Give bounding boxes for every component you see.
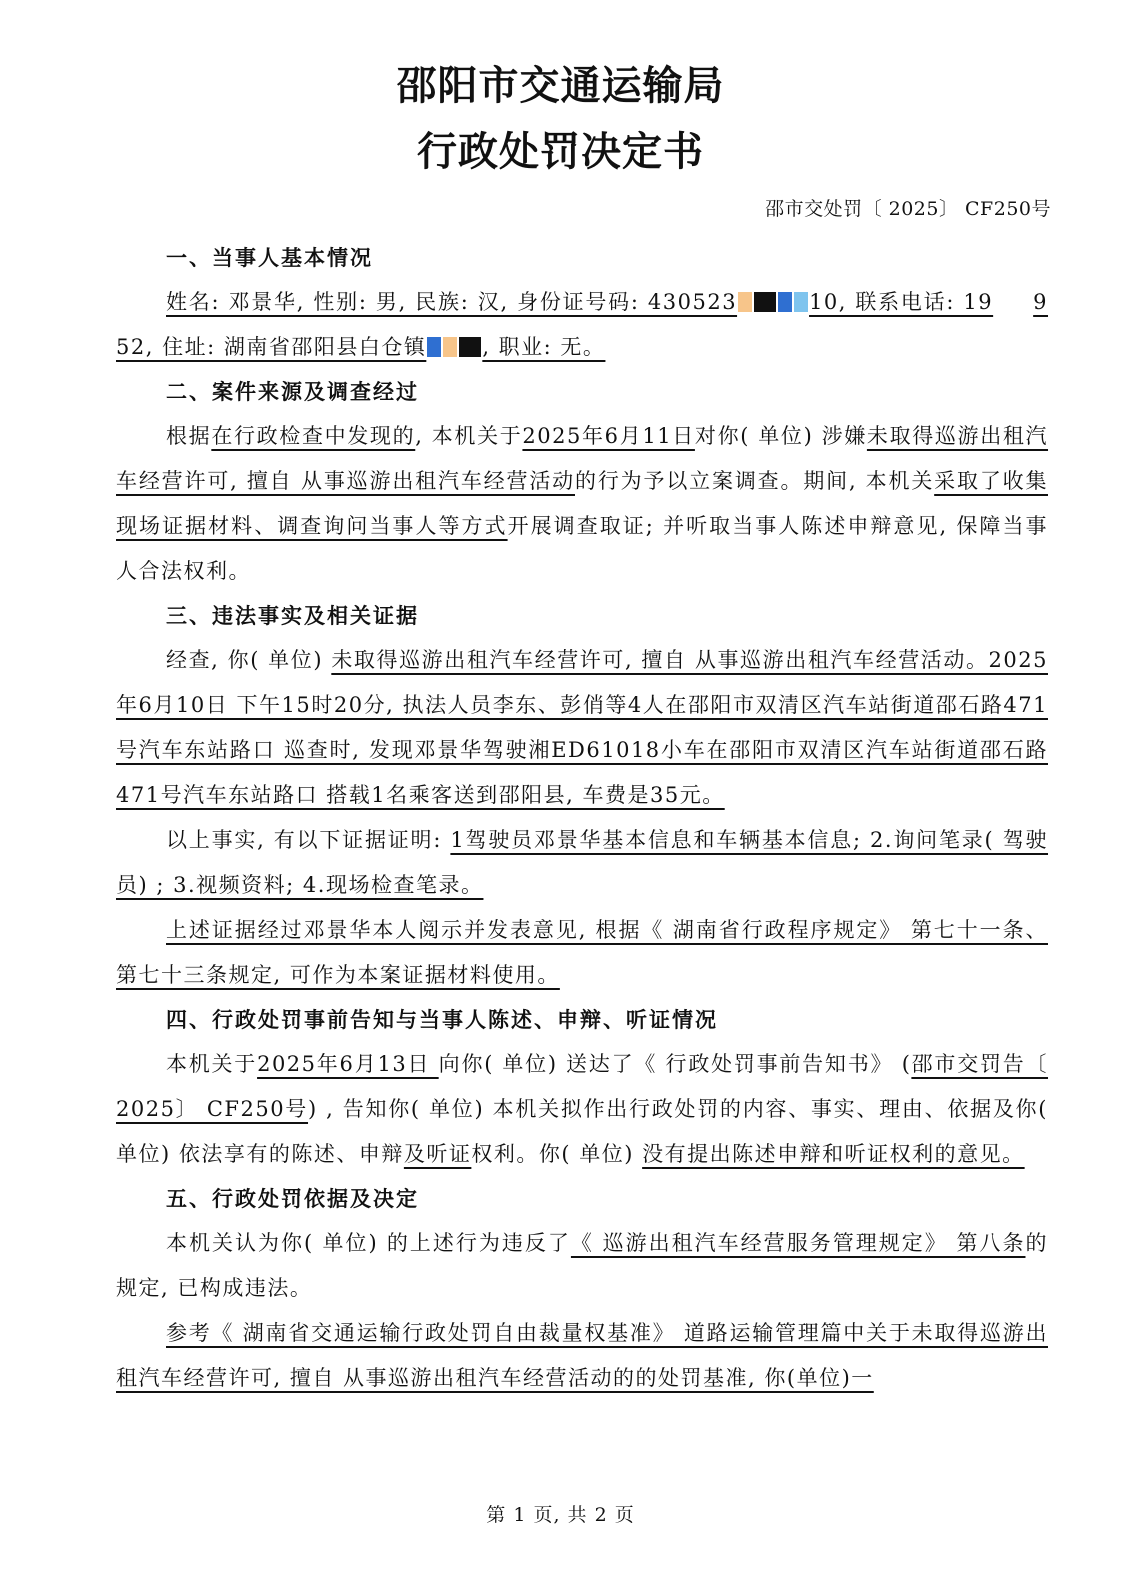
party-info-text: 姓名: 邓景华, 性别: 男, 民族: 汉, 身份证号码: 430523: [166, 290, 738, 314]
text-run: 以上事实, 有以下证据证明:: [166, 828, 451, 852]
section-5-heading: 五、行政处罚依据及决定: [166, 1187, 419, 1211]
evidence-paragraph: [116, 818, 1048, 908]
party-info-paragraph: [116, 280, 1048, 370]
text-run: 及听证: [403, 1142, 472, 1166]
text-run: 对你( 单位) 涉嫌: [694, 424, 867, 448]
section-1-heading: 一、当事人基本情况: [166, 246, 373, 270]
text-run: 经查, 你( 单位): [166, 648, 332, 672]
party-info-text: , 职业: 无。: [482, 335, 606, 359]
redaction-mask: [794, 292, 808, 312]
redaction-mask: [994, 292, 1012, 312]
section-3-heading: 三、违法事实及相关证据: [166, 604, 419, 628]
text-run: 邵市交罚告〔 2025〕 CF250号: [116, 1052, 1049, 1121]
text-run: 本机关于: [166, 1052, 258, 1076]
text-run: 未取得巡游出租汽车经营许可, 擅自 从事巡游出租汽车经营活动。2025年6月10日 下午15时20分, 执法人员李东、彭俏等4人在邵阳市双清区汽车站街道邵石路471号汽车东站路口 巡查时, 发现邓景华驾驶湘ED61018小车在邵阳市双清区汽车站街道邵石路471号汽车东站路口 搭载1名乘客送到邵阳县, 车费是35元。: [116, 648, 1048, 807]
text-run: 1驾驶员邓景华基本信息和车辆基本信息; 2.询问笔录( 驾驶员) ; 3.视频资料; 4.现场检查笔录。: [116, 828, 1049, 897]
text-run: 开展调查取证; 并听取当事人陈述申辩意见, 保障当事人合法权利。: [116, 514, 1048, 583]
text-run: 没有提出陈述申辩和听证权利的意见。: [642, 1142, 1025, 1166]
penalty-basis-paragraph: [116, 1311, 1048, 1401]
redaction-mask: [754, 292, 776, 312]
document-body: [116, 236, 1048, 1401]
section-4-heading: 四、行政处罚事前告知与当事人陈述、申辩、听证情况: [166, 1008, 718, 1032]
case-source-paragraph: [116, 414, 1048, 594]
text-run: 在行政检查中发现的: [211, 424, 416, 448]
evidence-basis-paragraph: [116, 908, 1048, 998]
text-run: 2025年6月13日: [257, 1052, 439, 1076]
redaction-mask: [427, 337, 441, 357]
notice-paragraph: [116, 1042, 1048, 1177]
party-info-text: 952, 住址: 湖南省邵阳县白仓镇: [116, 290, 1049, 359]
org-title: 邵阳市交通运输局: [396, 63, 725, 109]
text-run: , 本机关于: [415, 424, 523, 448]
text-run: 权利。你( 单位): [471, 1142, 643, 1166]
text-run: 参考《 湖南省交通运输行政处罚自由裁量权基准》 道路运输管理篇中关于未取得巡游出租汽车经营许可, 擅自 从事巡游出租汽车经营活动的的处罚基准, 你(单位)一: [116, 1321, 1048, 1390]
document-number: 邵市交处罚〔 2025〕 CF250号: [765, 198, 1051, 220]
redaction-mask: [459, 337, 481, 357]
document-title: 行政处罚决定书: [417, 129, 704, 175]
text-run: 本机关认为你( 单位) 的上述行为违反了: [166, 1231, 571, 1255]
facts-paragraph: [116, 638, 1048, 818]
text-run: ) , 告知你( 单位) 本机关拟作出行政处罚的内容、事实、理由、依据及你( 单位) 依法享有的陈述、申辩: [116, 1097, 1048, 1166]
text-run: 2025年6月11日: [522, 424, 695, 448]
page-footer: 第 1 页, 共 2 页: [486, 1504, 635, 1526]
text-run: 向你( 单位) 送达了《 行政处罚事前告知书》 (: [438, 1052, 912, 1076]
text-run: 的行为予以立案调查。期间, 本机关: [575, 469, 935, 493]
text-run: 的规定, 已构成违法。: [116, 1231, 1048, 1300]
redaction-mask: [1014, 292, 1032, 312]
redaction-mask: [738, 292, 752, 312]
text-run: 根据: [166, 424, 212, 448]
section-2-heading: 二、案件来源及调查经过: [166, 380, 419, 404]
text-run: 采取了收集现场证据材料、调查询问当事人等方式: [116, 469, 1048, 538]
redaction-mask: [778, 292, 792, 312]
violation-paragraph: [116, 1221, 1048, 1311]
text-run: 《 巡游出租汽车经营服务管理规定》 第八条: [570, 1231, 1026, 1255]
text-run: 上述证据经过邓景华本人阅示并发表意见, 根据《 湖南省行政程序规定》 第七十一条、第七十三条规定, 可作为本案证据材料使用。: [116, 918, 1048, 987]
text-run: 未取得巡游出租汽车经营许可, 擅自 从事巡游出租汽车经营活动: [116, 424, 1049, 493]
party-info-text: 10, 联系电话: 19: [809, 290, 994, 314]
redaction-mask: [443, 337, 457, 357]
